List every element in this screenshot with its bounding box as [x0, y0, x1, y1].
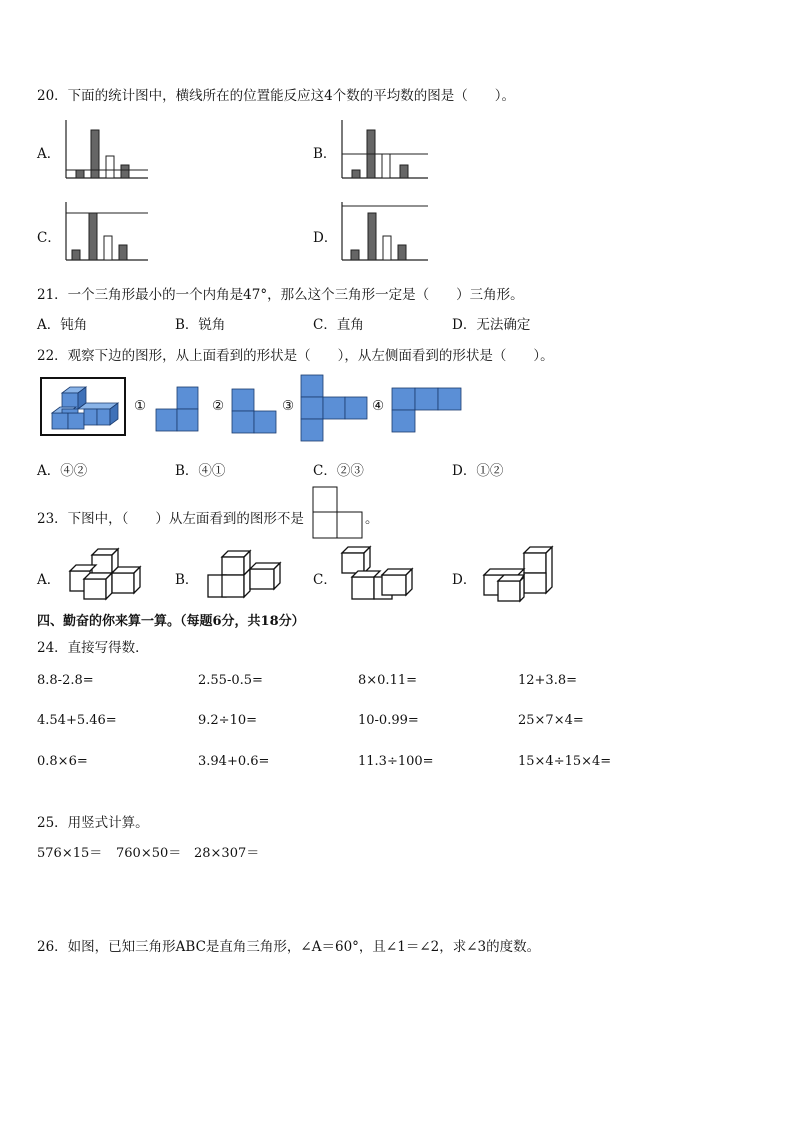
q23-stem-before: 23．下图中，（ ）从左面看到的图形不是 — [37, 511, 304, 527]
q24-item: 2.55-0.5= — [198, 673, 263, 688]
q20-option-c-label[interactable]: C． — [37, 230, 61, 246]
q20-option-a-label[interactable]: A． — [37, 146, 61, 162]
q22-solid-figure-frame — [40, 377, 126, 436]
q25-stem: 25．用竖式计算。 — [37, 815, 149, 831]
q23-left-view-figure — [312, 486, 364, 540]
q24-item: 25×7×4= — [518, 713, 584, 728]
q22-figure-label-1: ① — [134, 398, 147, 414]
q23-option-b-cubes-icon — [204, 549, 282, 601]
q20-chart-c — [60, 200, 150, 262]
q21-option-a[interactable]: A．钝角 — [37, 317, 88, 333]
q20-chart-a — [60, 118, 150, 180]
q23-option-c-label[interactable]: C． — [313, 572, 337, 588]
q23-option-a-cubes-icon — [66, 545, 142, 603]
section4-heading: 四、勤奋的你来算一算。（每题6分，共18分） — [37, 614, 305, 629]
q23-option-b-label[interactable]: B． — [175, 572, 199, 588]
q23-stem-after: 。 — [365, 511, 379, 527]
q21-option-d[interactable]: D．无法确定 — [452, 317, 531, 333]
q20-chart-b — [336, 118, 431, 180]
q22-figure-3 — [300, 374, 370, 442]
q21-option-c[interactable]: C．直角 — [313, 317, 364, 333]
q24-item: 15×4÷15×4= — [518, 754, 612, 769]
q26-stem: 26．如图，已知三角形ABC是直角三角形，∠A＝60°，且∠1＝∠2，求∠3的度数。 — [37, 939, 541, 955]
q24-item: 10-0.99= — [358, 713, 419, 728]
q24-stem: 24．直接写得数． — [37, 640, 149, 656]
q22-option-a[interactable]: A．④② — [37, 463, 88, 479]
q22-option-b[interactable]: B．④① — [175, 463, 226, 479]
q24-item: 8.8-2.8= — [37, 673, 94, 688]
q22-figure-4 — [391, 387, 463, 433]
q23-option-a-label[interactable]: A． — [37, 572, 61, 588]
q24-item: 3.94+0.6= — [198, 754, 270, 769]
q22-figure-label-4: ④ — [372, 398, 385, 414]
q21-option-b[interactable]: B．锐角 — [175, 317, 226, 333]
q20-option-d-label[interactable]: D． — [313, 230, 338, 246]
q23-option-d-label[interactable]: D． — [452, 572, 477, 588]
q24-item: 4.54+5.46= — [37, 713, 117, 728]
q24-item: 11.3÷100= — [358, 754, 434, 769]
q22-figure-label-2: ② — [212, 398, 225, 414]
q25-item: 760×50＝ — [116, 846, 182, 861]
q22-option-d[interactable]: D．①② — [452, 463, 504, 479]
q24-item: 9.2÷10= — [198, 713, 258, 728]
q23-option-d-cubes-icon — [480, 545, 560, 603]
q21-stem: 21．一个三角形最小的一个内角是47°，那么这个三角形一定是（ ）三角形。 — [37, 287, 524, 303]
q22-stem: 22．观察下边的图形，从上面看到的形状是（ ），从左侧面看到的形状是（ ）。 — [37, 348, 554, 364]
q23-option-c-cubes-icon — [338, 545, 414, 603]
q22-figure-label-3: ③ — [282, 398, 295, 414]
q25-item: 576×15＝ — [37, 846, 103, 861]
q24-item: 0.8×6= — [37, 754, 88, 769]
q20-option-b-label[interactable]: B． — [313, 146, 337, 162]
q20-stem: 20．下面的统计图中，横线所在的位置能反应这4个数的平均数的图是（ ）。 — [37, 88, 516, 104]
q20-chart-d — [336, 200, 431, 262]
q25-item: 28×307＝ — [194, 846, 260, 861]
q22-figure-1 — [155, 386, 199, 432]
q22-option-c[interactable]: C．②③ — [313, 463, 364, 479]
q24-item: 12+3.8= — [518, 673, 578, 688]
q22-figure-2 — [231, 388, 277, 434]
q24-item: 8×0.11= — [358, 673, 418, 688]
q22-cube-solid-icon — [48, 383, 124, 435]
